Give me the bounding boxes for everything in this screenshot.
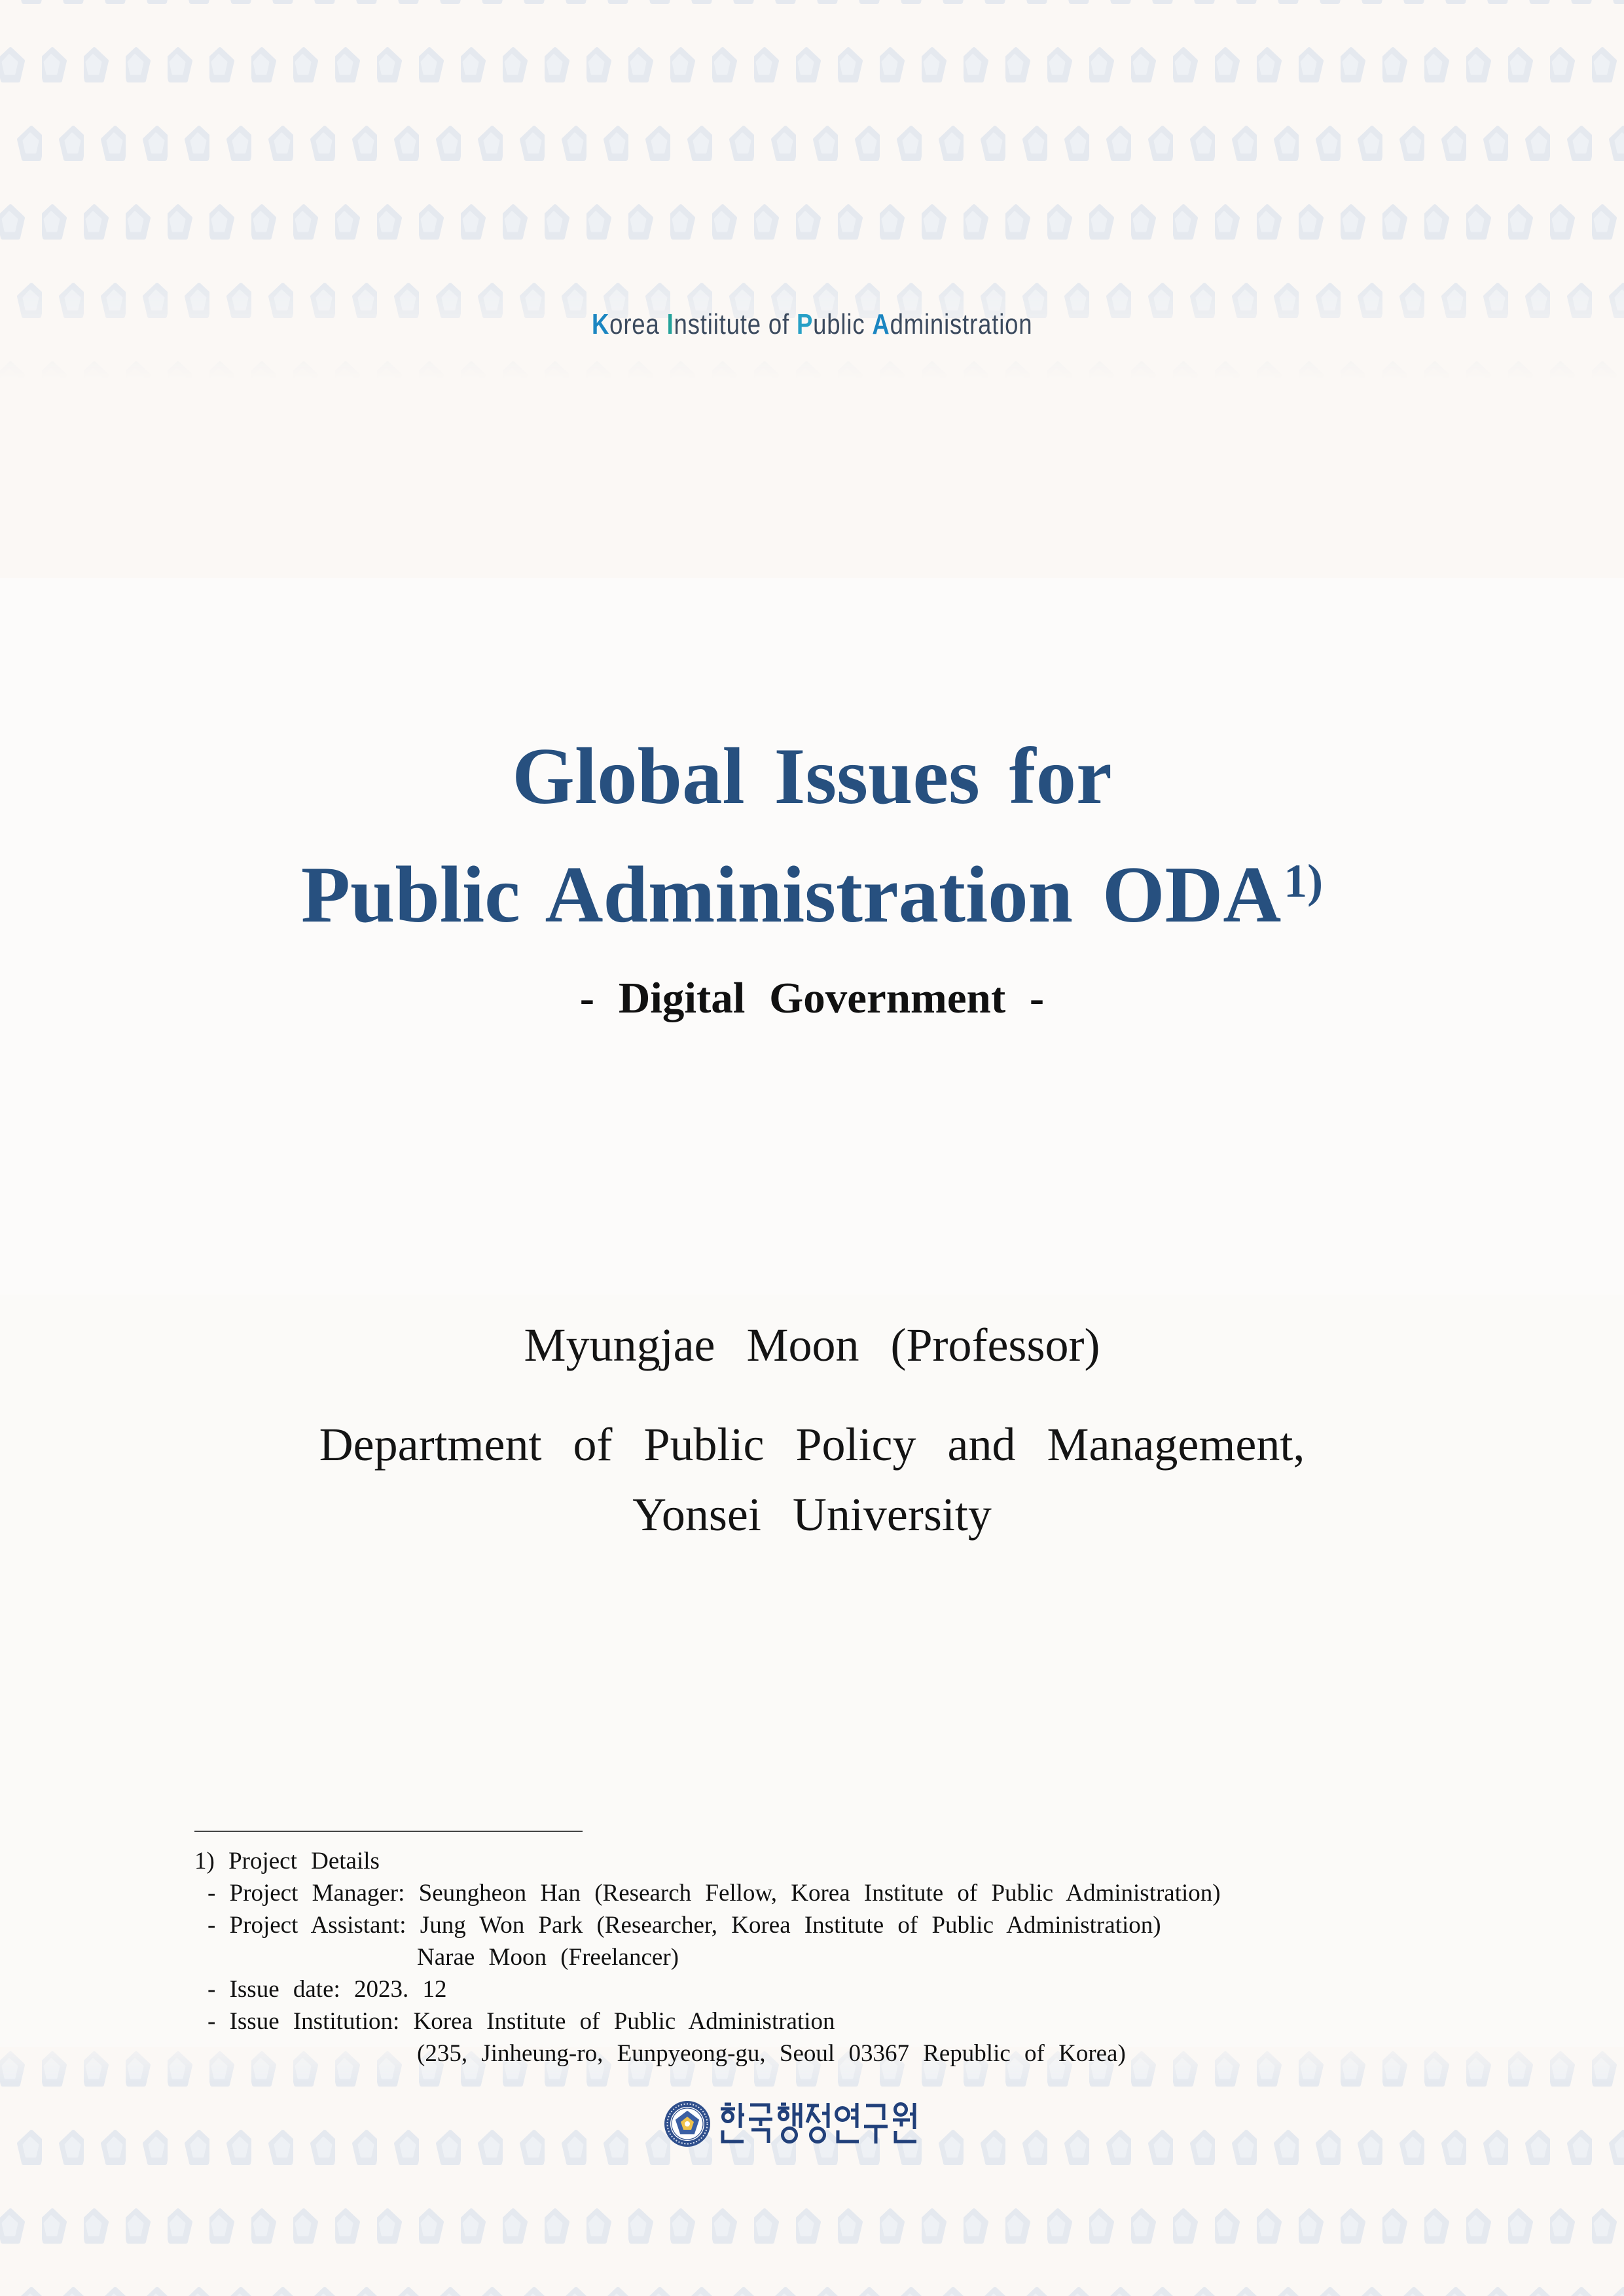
header-text-part: dministration [890,308,1033,340]
title-line-2 [0,850,1624,939]
footnote-line: Narae Moon (Freelancer) [417,1944,679,1971]
header-text-part: ublic [812,308,873,340]
wordmark-glyph-jeong [807,2103,828,2142]
wordmark-glyph-guk [749,2105,772,2143]
wordmark-glyph-han [721,2103,744,2142]
header-initial-k: K [591,308,609,340]
kipa-emblem-icon [664,2100,711,2147]
footnote-line: - Project Manager: Seungheon Han (Research Fellow, Korea Institute of Public Administration) [208,1880,1221,1907]
footnote-divider [194,1831,583,1832]
author-name: Myungjae Moon (Professor) [524,1319,1100,1371]
subtitle: - Digital Government - [579,974,1045,1022]
footnote-line: - Project Assistant: Jung Won Park (Researcher, Korea Institute of Public Administration) [208,1912,1161,1939]
footnote [0,1845,1221,2070]
institute-name [592,310,1032,339]
title-line-2-text: Public Administration ODA [300,850,1282,939]
wordmark-glyph-won [893,2103,916,2142]
author-affiliation-line-1: Department of Public Policy and Management, [319,1418,1305,1471]
header-initial-a: A [872,308,890,340]
header-text-part: nstiitute of [674,308,797,340]
footnote-line: (235, Jinheung-ro, Eunpyeong-gu, Seoul 03367 Republic of Korea) [417,2040,1126,2067]
title-footnote-ref: 1) [1284,855,1324,907]
wordmark-glyph-yeon [837,2103,859,2142]
wordmark-glyph-gu [864,2106,888,2144]
kipa-korean-wordmark [719,2102,923,2146]
footnote-heading: 1) Project Details [194,1848,380,1874]
wordmark-strokes [721,2103,916,2144]
footnote-line: - Issue date: 2023. 12 [208,1976,447,2003]
footnote-line: - Issue Institution: Korea Institute of Public Administration [208,2008,835,2035]
header-text-part: orea [609,308,667,340]
header-initial-p: P [796,308,813,340]
emblem-center-dot [685,2121,690,2126]
author-affiliation-line-2: Yonsei University [632,1488,992,1541]
wordmark-glyph-haeng [778,2103,801,2142]
institute-header [0,310,1624,339]
header-initial-i: I [666,308,674,340]
title-line-1: Global Issues for [512,731,1112,821]
